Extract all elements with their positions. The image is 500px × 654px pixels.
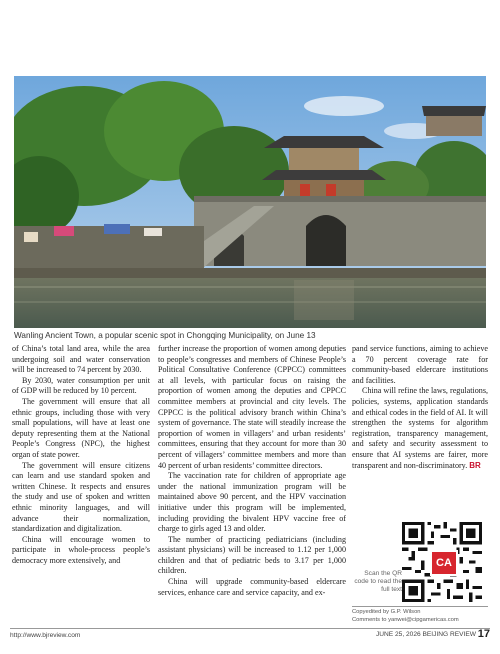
article-column-2 — [158, 344, 346, 598]
article-column-1 — [12, 344, 150, 566]
article-column-3 — [352, 344, 488, 471]
credit-line: Comments to yanwei@cipgamericas.com — [352, 616, 459, 623]
paragraph: pand service functions, aiming to achieve a 70 percent coverage rate for community-based eldercare institutions and facilities. — [352, 344, 488, 385]
paragraph: China will upgrade community-based eldercare services, enhance care and service capacity, and ex- — [158, 577, 346, 597]
paragraph: The number of practicing pediatricians (including assistant physicians) will be increased to 1.12 per 1,000 children and that of pediatric beds to 3.17 per 1,000 children. — [158, 534, 346, 576]
paragraph: The government will ensure that all ethnic groups, including those with very small populations, will have at least one deputy representing them at the National People’s Congress (NPC), the highest organ of state power. — [12, 396, 150, 459]
footer-issue: JUNE 25, 2026 BEIJING REVIEW — [375, 631, 476, 638]
qr-code-icon[interactable] — [402, 522, 482, 602]
paragraph: The vaccination rate for children of appropriate age under the national immunization program will be maintained above 90 percent, and the HPV vaccination initiative under this program will be implemented, including providing the bivalent HPV vaccine free of charge to girls aged 13 and older. — [158, 471, 346, 534]
qr-caption: Scan the QR code to read the full text — [354, 570, 402, 593]
footer-divider — [10, 628, 490, 629]
paragraph-text: China will refine the laws, regulations, policies, systems, application standards and ethical codes in the field of AI. It will strengthen the systems for algorithm registration, transparency management, and safety and security assessment to ensure that AI systems are fairer, more transparent and non-discriminatory. — [352, 386, 488, 470]
paragraph: further increase the proportion of women among deputies to people’s congresses and members of Chinese People’s Political Consultative Conference (CPPCC) committees at all levels, with particular focus on raising the proportion of women among the deputies and CPPCC committee members at provincial and city levels. The CPPCC is the political advisory branch within China’s system of governance. The state will steadily increase the proportion of women in villagers’ and urban residents’ committees, ensuring that they account for more than 30 percent of villagers’ committee members and more than 40 percent of urban residents’ committee directors. — [158, 344, 346, 470]
page-number: 17 — [477, 628, 490, 640]
credit-line: Copyedited by G.P. Wilson — [352, 609, 421, 615]
end-mark: BR — [469, 460, 481, 470]
copyedit-credit — [352, 606, 488, 624]
paragraph — [352, 386, 488, 471]
paragraph: By 2030, water consumption per unit of GDP will be reduced by 10 percent. — [12, 375, 150, 396]
paragraph: The government will ensure citizens can learn and use standard spoken and written Chinese. It respects and ensures the study and use of spoken and written ethnic minority languages, and will advance their normalization, standardization and digitalization. — [12, 460, 150, 534]
scenic-town-photo — [14, 76, 486, 328]
footer-url[interactable]: http://www.bjreview.com — [10, 632, 81, 639]
brand-logo-icon: CA — [430, 550, 458, 576]
photo-caption: Wanling Ancient Town, a popular scenic spot in Chongqing Municipality, on June 13 — [14, 331, 316, 340]
paragraph: China will encourage women to participate in whole-process people’s democracy more extensively, and — [12, 534, 150, 565]
paragraph: of China’s total land area, while the area undergoing soil and water conservation will be increased to 74 percent by 2030. — [12, 344, 150, 375]
